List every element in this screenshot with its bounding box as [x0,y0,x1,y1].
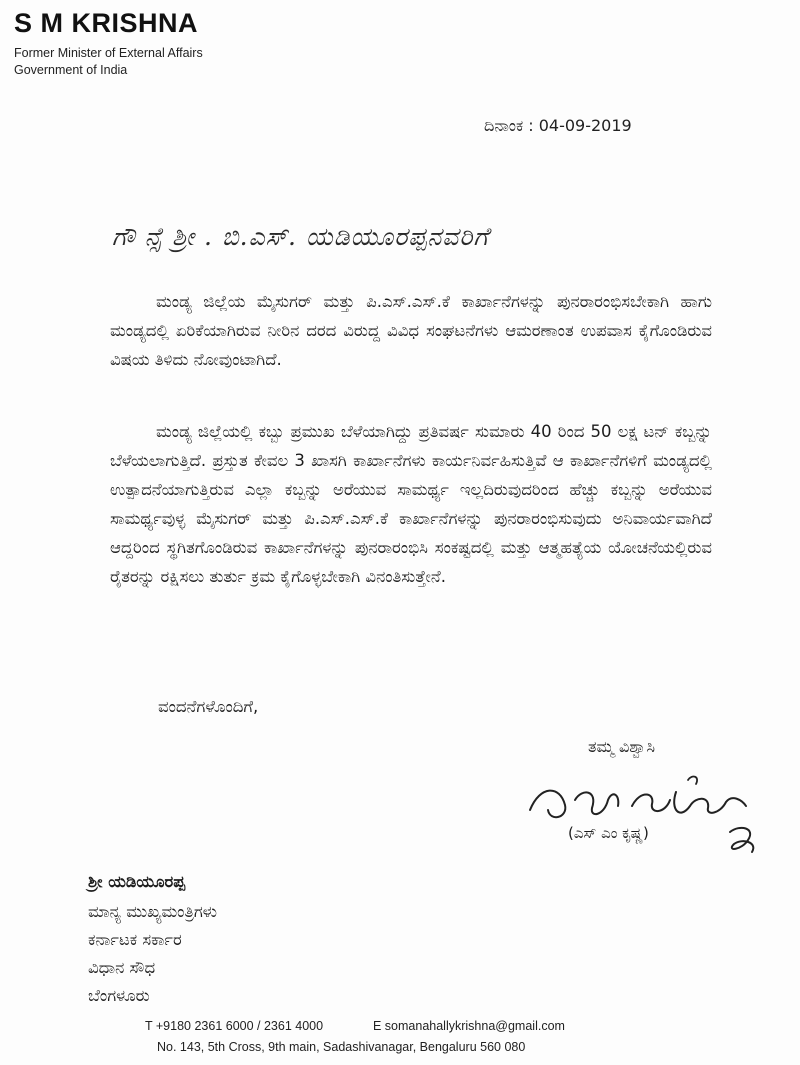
salutation: ಗೌ ನ್ಸೆ ಶ್ರೀ . ಬಿ.ಎಸ್. ಯಡಿಯೂರಪ್ಪನವರಿಗೆ [112,222,490,251]
footer-phone: T +9180 2361 6000 / 2361 4000 [145,1019,324,1033]
addressee-line-2: ಕರ್ನಾಟಕ ಸರ್ಕಾರ [88,930,182,949]
closing-greeting: ವಂದನೆಗಳೊಂದಿಗೆ, [158,697,259,716]
yours-faithfully: ತಮ್ಮ ವಿಶ್ವಾಸಿ [588,737,656,756]
addressee-line-1: ಮಾನ್ಯ ಮುಖ್ಯಮಂತ್ರಿಗಳು [88,902,218,921]
signatory-name: (ಎಸ್ ಎಂ ಕೃಷ್ಣ) [568,824,649,842]
letter-date: ದಿನಾಂಕ : 04-09-2019 [484,116,632,135]
handwritten-signature [520,770,760,860]
footer-address: No. 143, 5th Cross, 9th main, Sadashivanagar, Bengaluru 560 080 [157,1040,526,1054]
letterhead-designation: Former Minister of External Affairs [14,46,203,60]
body-paragraph-1: ಮಂಡ್ಯ ಜಿಲ್ಲೆಯ ಮೈಸುಗರ್ ಮತ್ತು ಪಿ.ಎಸ್.ಎಸ್.ಕೆ ಕಾರ್ಖಾನೆಗಳನ್ನು ಪುನರಾರಂಭಿಸಬೇಕಾಗಿ ಹಾಗು ಮಂಡ್ಯದಲ್ಲಿ ಏರಿಕೆಯಾಗಿರುವ ನೀರಿನ ದರದ ವಿರುದ್ದ ವಿವಿಧ ಸಂಘಟನೆಗಳು ಆಮರಣಾಂತ ಉಪವಾಸ ಕೈಗೊಂಡಿರುವ ವಿಷಯ ತಿಳಿದು ನೋವುಂಟಾಗಿದೆ. [110,292,712,369]
footer-email: E somanahallykrishna@gmail.com [373,1019,565,1033]
addressee-line-3: ವಿಧಾನ ಸೌಧ [88,958,156,977]
body-paragraph-2: ಮಂಡ್ಯ ಜಿಲ್ಲೆಯಲ್ಲಿ ಕಬ್ಬು ಪ್ರಮುಖ ಬೆಳೆಯಾಗಿದ್ದು ಪ್ರತಿವರ್ಷ ಸುಮಾರು 40 ರಿಂದ 50 ಲಕ್ಷ ಟನ್ ಕಬ್ಬನ್ನು ಬೆಳೆಯಲಾಗುತ್ತಿದೆ. ಪ್ರಸ್ತುತ ಕೇವಲ 3 ಖಾಸಗಿ ಕಾರ್ಖಾನೆಗಳು ಕಾರ್ಯನಿರ್ವಹಿಸುತ್ತಿವೆ ಆ ಕಾರ್ಖಾನೆಗಳಿಗೆ ಮಂಡ್ಯದಲ್ಲಿ ಉತ್ಪಾದನೆಯಾಗುತ್ತಿರುವ ಎಲ್ಲಾ ಕಬ್ಬನ್ನು ಅರೆಯುವ ಸಾಮರ್ಥ್ಯ ಇಲ್ಲದಿರುವುದರಿಂದ ಹೆಚ್ಚು ಕಬ್ಬನ್ನು ಅರೆಯುವ ಸಾಮರ್ಥ್ಯವುಳ್ಳ ಮೈಸುಗರ್ ಮತ್ತು ಪಿ.ಎಸ್.ಎಸ್.ಕೆ ಕಾರ್ಖಾನೆಗಳನ್ನು ಪುನರಾರಂಭಿಸುವುದು ಅನಿವಾರ್ಯವಾಗಿದೆ ಆದ್ದರಿಂದ ಸ್ಥಗಿತಗೊಂಡಿರುವ ಕಾರ್ಖಾನೆಗಳನ್ನು ಪುನರಾರಂಭಿಸಿ ಸಂಕಷ್ಟದಲ್ಲಿ ಮತ್ತು ಆತ್ಮಹತ್ಯೆಯ ಯೋಚನೆಯಲ್ಲಿರುವ ರೈತರನ್ನು ರಕ್ಷಿಸಲು ತುರ್ತು ಕ್ರಮ ಕೈಗೊಳ್ಳಬೇಕಾಗಿ ವಿನಂತಿಸುತ್ತೇನೆ. [110,422,712,586]
letterhead-organization: Government of India [14,63,128,77]
addressee-line-4: ಬೆಂಗಳೂರು [88,986,150,1005]
addressee-name: ಶ್ರೀ ಯಡಿಯೂರಪ್ಪ [88,872,186,891]
letterhead-name: S M KRISHNA [14,8,199,38]
